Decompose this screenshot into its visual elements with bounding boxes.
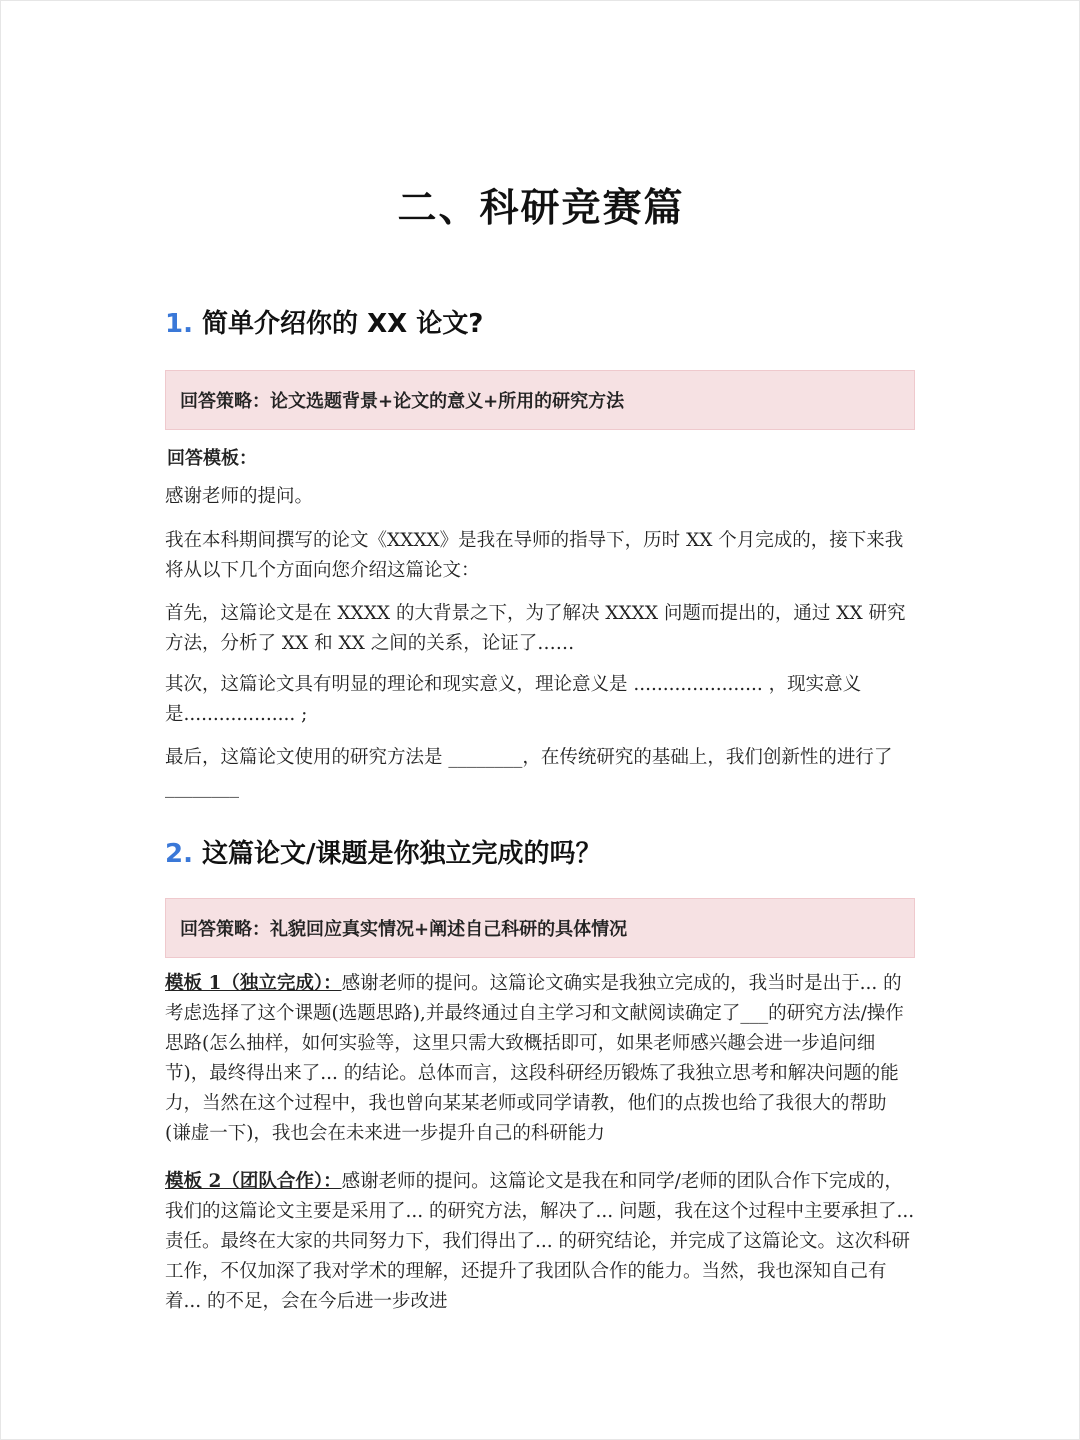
template-2-text: 感谢老师的提问。这篇论文是我在和同学/老师的团队合作下完成的，我们的这篇论文主要是采用了... 的研究方法，解决了... 问题，我在这个过程中主要承担了... 责任。最终在大家的共同努力下，我们得出了... 的研究结论，并完成了这篇论文。这次科研工作，不仅加深了我对学术的理解，还提升了我团队合作的能力。当然，我也深知自己有着... 的不足，会在今后进一步改进: [165, 1171, 915, 1312]
page-title: 二、科研竞赛篇: [397, 186, 685, 231]
q1-paragraph-last: 最后，这篇论文使用的研究方法是 ________，在传统研究的基础上，我们创新性的进行了________: [165, 747, 893, 798]
q1-paragraph-thanks: 感谢老师的提问。: [165, 486, 314, 507]
question-1-heading: [165, 303, 483, 340]
template-1-label: 模板 1（独立完成）：: [165, 973, 342, 994]
q2-template-2: [165, 1167, 915, 1317]
q1-paragraph-first: 首先，这篇论文是在 XXXX 的大背景之下，为了解决 XXXX 问题而提出的，通过 XX 研究方法，分析了 XX 和 XX 之间的关系，论证了……: [165, 603, 906, 654]
question-1-number: 1.: [165, 309, 193, 339]
q1-paragraph-second: 其次，这篇论文具有明显的理论和现实意义，理论意义是 ...................... ，现实意义是................... ;: [165, 674, 862, 725]
q1-paragraph-intro: 我在本科期间撰写的论文《XXXX》是我在导师的指导下，历时 XX 个月完成的，接下来我将从以下几个方面向您介绍这篇论文：: [165, 530, 904, 581]
template-2-label: 模板 2（团队合作）：: [165, 1171, 342, 1192]
question-1-strategy-box: 回答策略：论文选题背景+论文的意义+所用的研究方法: [165, 370, 915, 430]
question-1-template-label: 回答模板：: [167, 448, 257, 469]
question-2-strategy-box: 回答策略：礼貌回应真实情况+阐述自己科研的具体情况: [165, 898, 915, 958]
question-2-text: 这篇论文/课题是你独立完成的吗？: [202, 839, 602, 869]
question-1-text: 简单介绍你的 XX 论文?: [202, 309, 484, 339]
q2-template-1: [165, 969, 915, 1149]
question-2-heading: [165, 833, 602, 870]
template-1-text: 感谢老师的提问。这篇论文确实是我独立完成的，我当时是出于... 的考虑选择了这个课题(选题思路),并最终通过自主学习和文献阅读确定了___的研究方法/操作思路(怎么抽样，如何实验等，这里只需大致概括即可，如果老师感兴趣会进一步追问细节)，最终得出来了... 的结论。总体而言，这段科研经历锻炼了我独立思考和解决问题的能力，当然在这个过程中，我也曾向某某老师或同学请教，他们的点拨也给了我很大的帮助 (谦虚一下)，我也会在未来进一步提升自己的科研能力: [165, 973, 904, 1144]
question-2-number: 2.: [165, 839, 193, 869]
